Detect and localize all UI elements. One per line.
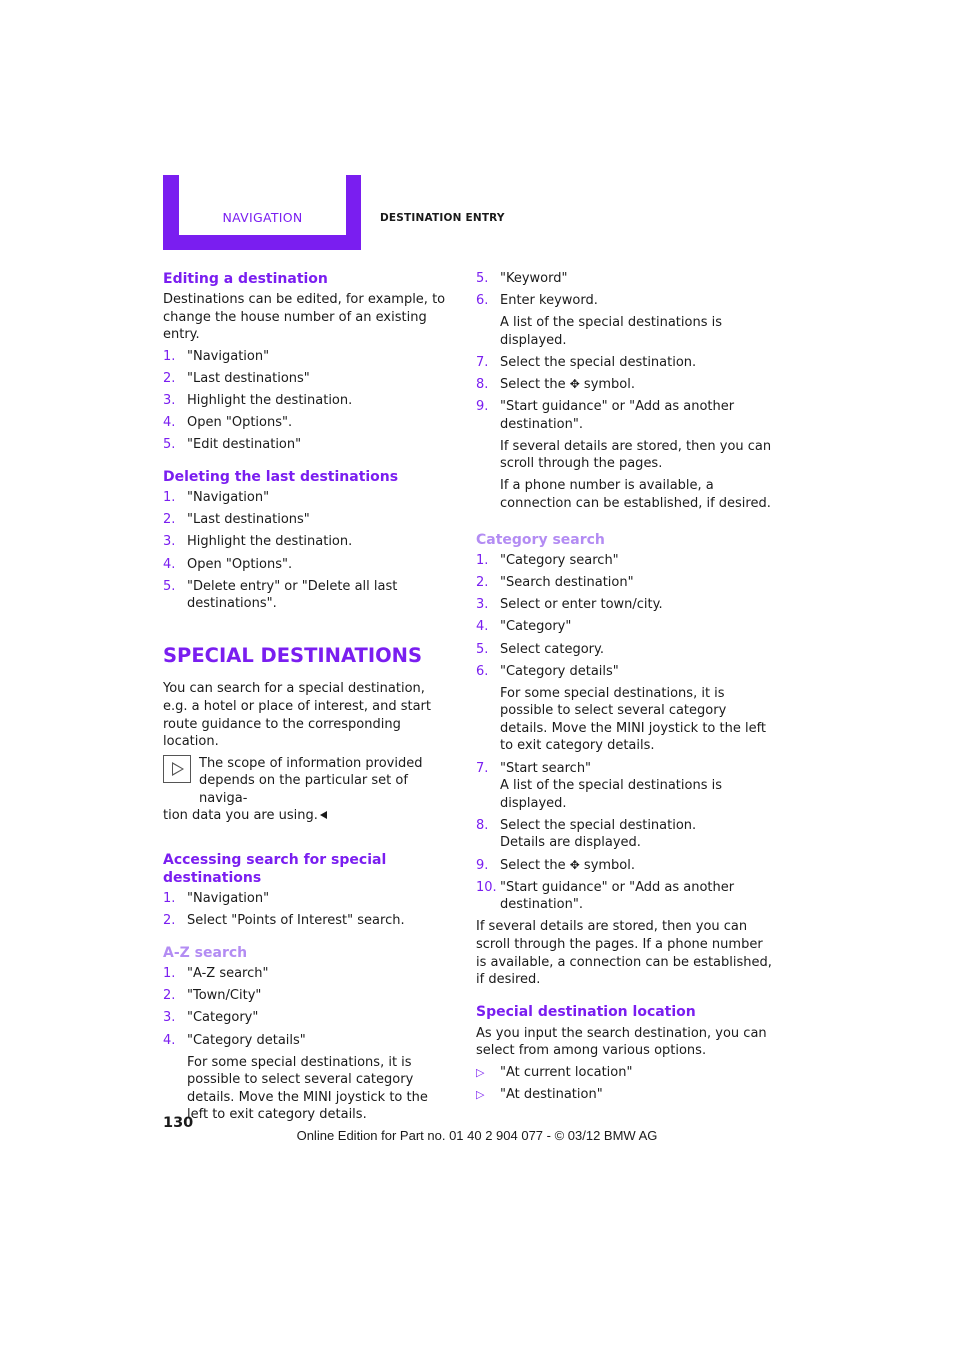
play-triangle-box-icon <box>163 755 191 783</box>
page-number: 130 <box>163 1115 194 1131</box>
joystick-symbol-icon: ✥ <box>569 857 580 872</box>
deleting-steps <box>163 489 453 613</box>
az-note-9b: If a phone number is available, a connection can be established, if desired. <box>500 478 771 512</box>
az-note-6: A list of the special destinations is displayed. <box>500 315 723 348</box>
list-item: ▷ "At current location" <box>476 1064 633 1080</box>
list-item: 3. Select or enter town/city. <box>476 597 663 613</box>
notice-text: The scope of information provided depends on the particular set of naviga- <box>199 755 423 806</box>
category-steps-continued <box>476 760 776 914</box>
list-item: 2. "Last destinations" <box>163 512 310 528</box>
list-item: 1. "Navigation" <box>163 891 270 907</box>
accessing-heading: Accessing search for special destinations <box>163 852 387 887</box>
chapter-tab <box>163 175 361 250</box>
list-item: 5. "Edit destination" <box>163 437 302 453</box>
list-item: 9. Select the ✥ symbol. <box>476 857 636 873</box>
list-item: 3. "Category" <box>163 1010 259 1026</box>
list-item: 8. Select the ✥ symbol. <box>476 376 636 392</box>
az-steps-continued-2 <box>476 354 776 433</box>
category-steps <box>476 552 776 680</box>
editing-steps <box>163 348 453 454</box>
category-note-6: For some special destinations, it is possible to select several category details. Move the MINI joystick to the left to exit category details. <box>500 685 767 754</box>
list-item: 1. "A-Z search" <box>163 966 269 982</box>
list-item: 10. "Start guidance" or "Add as another destination". <box>476 879 735 913</box>
accessing-steps <box>163 890 453 930</box>
list-item: 6. "Category details" <box>476 663 619 679</box>
left-column <box>163 270 453 1129</box>
right-column <box>476 270 776 1108</box>
category-search-heading: Category search <box>476 532 605 549</box>
location-options <box>476 1064 776 1104</box>
az-search-heading: A-Z search <box>163 945 248 962</box>
list-item: 5. "Keyword" <box>476 271 568 286</box>
notice <box>163 755 453 825</box>
list-item: 7. "Start search" A list of the special destinations is displayed. <box>476 760 723 811</box>
az-steps <box>163 965 453 1049</box>
list-item: 4. Open "Options". <box>163 556 293 572</box>
list-item: 1. "Navigation" <box>163 348 270 364</box>
list-item: ▷ "At destination" <box>476 1086 603 1102</box>
list-item: 5. "Delete entry" or "Delete all last destinations". <box>163 578 398 612</box>
az-note: For some special destinations, it is possible to select several category details. Move the MINI joystick to the left to exit category details. <box>187 1054 428 1123</box>
list-item: 4. Open "Options". <box>163 415 293 431</box>
editing-intro: Destinations can be edited, for example, to change the house number of an existing entry. <box>163 292 446 343</box>
special-intro: You can search for a special destination, e.g. a hotel or place of interest, and start route guidance to the corresponding location. <box>163 681 431 750</box>
joystick-symbol-icon: ✥ <box>569 376 580 391</box>
list-item: 4. "Category" <box>476 619 572 635</box>
deleting-heading: Deleting the last destinations <box>163 469 399 486</box>
triangle-bullet-icon: ▷ <box>476 1087 485 1101</box>
list-item: 2. "Last destinations" <box>163 370 310 386</box>
list-item: 2. Select "Points of Interest" search. <box>163 913 405 929</box>
list-item: 7. Select the special destination. <box>476 354 697 370</box>
end-mark-icon <box>320 811 327 819</box>
list-item: 9. "Start guidance" or "Add as another destination". <box>476 399 735 432</box>
location-intro: As you input the search destination, you can select from among various options. <box>476 1025 767 1059</box>
special-destinations-heading: SPECIAL DESTINATIONS <box>163 644 423 668</box>
chapter-tab-label: NAVIGATION <box>222 210 303 225</box>
list-item: 1. "Navigation" <box>163 490 270 506</box>
az-steps-continued <box>476 270 776 310</box>
az-note-9a: If several details are stored, then you can scroll through the pages. <box>500 438 772 472</box>
list-item: 2. "Town/City" <box>163 988 262 1004</box>
location-heading: Special destination location <box>476 1003 696 1020</box>
list-item: 5. Select category. <box>476 641 604 657</box>
footer-edition: Online Edition for Part no. 01 40 2 904 077 - © 03/12 BMW AG <box>296 1128 658 1143</box>
list-item: 4. "Category details" <box>163 1032 306 1048</box>
list-item: 1. "Category search" <box>476 553 619 569</box>
section-label: DESTINATION ENTRY <box>380 212 505 224</box>
category-outro: If several details are stored, then you can scroll through the pages. If a phone number is available, a connection can be established, if desired. <box>476 919 772 988</box>
triangle-bullet-icon: ▷ <box>476 1065 485 1079</box>
list-item: 8. Select the special destination. Details are displayed. <box>476 817 697 851</box>
chapter-tab-inner <box>179 175 346 235</box>
list-item: 3. Highlight the destination. <box>163 534 353 550</box>
notice-text-continued: tion data you are using. <box>163 807 453 825</box>
editing-heading: Editing a destination <box>163 271 328 287</box>
list-item: 6. Enter keyword. <box>476 293 598 309</box>
list-item: 3. Highlight the destination. <box>163 392 353 408</box>
list-item: 2. "Search destination" <box>476 575 634 591</box>
